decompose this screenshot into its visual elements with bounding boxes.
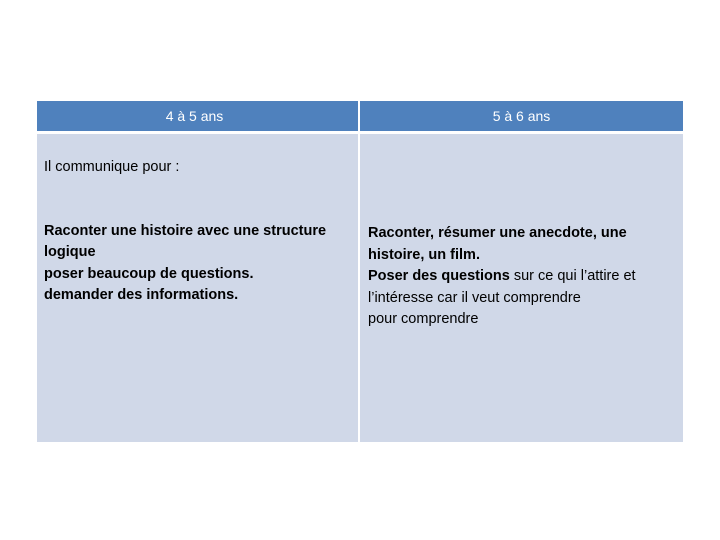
cell-line: l’intéresse car il veut comprendre — [368, 289, 581, 306]
header-4-5-ans: 4 à 5 ans — [37, 101, 358, 131]
cell-line: pour comprendre — [368, 311, 479, 327]
header-5-6-ans: 5 à 6 ans — [360, 101, 683, 131]
bold-fragment: Poser des questions — [368, 268, 510, 284]
regular-fragment: sur ce qui l’attire et — [509, 268, 636, 284]
comparison-table — [37, 101, 683, 442]
cell-line: histoire, un film. — [368, 246, 480, 263]
cell-5-6-ans — [360, 134, 683, 442]
cell-line: poser beaucoup de questions. — [44, 265, 254, 282]
intro-text: Il communique pour : — [44, 159, 180, 175]
cell-line: demander des informations. — [44, 287, 239, 303]
cell-line: logique — [44, 244, 96, 260]
cell-line: Raconter une histoire avec une structure — [44, 222, 327, 239]
cell-4-5-ans — [37, 134, 358, 442]
cell-line-mixed — [368, 266, 675, 288]
cell-line: Raconter, résumer une anecdote, une — [368, 225, 627, 241]
